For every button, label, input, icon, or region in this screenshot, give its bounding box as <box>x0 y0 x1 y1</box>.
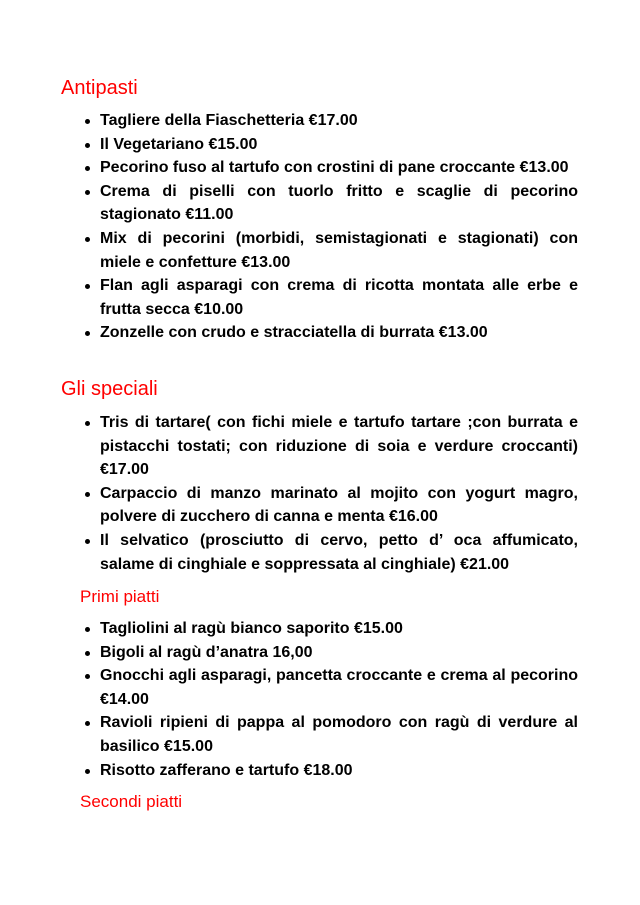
section-heading-gli-speciali: Gli speciali <box>61 378 158 400</box>
antipasti-list <box>100 109 578 345</box>
list-item: Il Vegetariano €15.00 <box>100 133 578 157</box>
list-item: Ravioli ripieni di pappa al pomodoro con ragù di verdure al basilico €15.00 <box>100 711 578 758</box>
section-heading-primi-piatti: Primi piatti <box>80 587 160 606</box>
list-item: Risotto zafferano e tartufo €18.00 <box>100 759 578 783</box>
gli-speciali-list <box>100 411 578 576</box>
list-item: Zonzelle con crudo e stracciatella di burrata €13.00 <box>100 321 578 345</box>
list-item: Tagliere della Fiaschetteria €17.00 <box>100 109 578 133</box>
list-item: Tagliolini al ragù bianco saporito €15.00 <box>100 617 578 641</box>
list-item: Tris di tartare( con fichi miele e tartufo tartare ;con burrata e pistacchi tostati; con riduzione di soia e verdure croccanti) €17.00 <box>100 411 578 482</box>
section-heading-secondi-piatti: Secondi piatti <box>80 792 183 811</box>
list-item: Bigoli al ragù d’anatra 16,00 <box>100 641 578 665</box>
primi-piatti-list <box>100 617 578 782</box>
section-heading-antipasti: Antipasti <box>61 77 138 99</box>
list-item: Crema di piselli con tuorlo fritto e scaglie di pecorino stagionato €11.00 <box>100 180 578 227</box>
list-item: Gnocchi agli asparagi, pancetta croccante e crema al pecorino €14.00 <box>100 664 578 711</box>
list-item: Pecorino fuso al tartufo con crostini di pane croccante €13.00 <box>100 156 578 180</box>
list-item: Il selvatico (prosciutto di cervo, petto d’ oca affumicato, salame di cinghiale e soppressata al cinghiale) €21.00 <box>100 529 578 576</box>
list-item: Mix di pecorini (morbidi, semistagionati e stagionati) con miele e confetture €13.00 <box>100 227 578 274</box>
list-item: Flan agli asparagi con crema di ricotta montata alle erbe e frutta secca €10.00 <box>100 274 578 321</box>
list-item: Carpaccio di manzo marinato al mojito con yogurt magro, polvere di zucchero di canna e menta €16.00 <box>100 482 578 529</box>
